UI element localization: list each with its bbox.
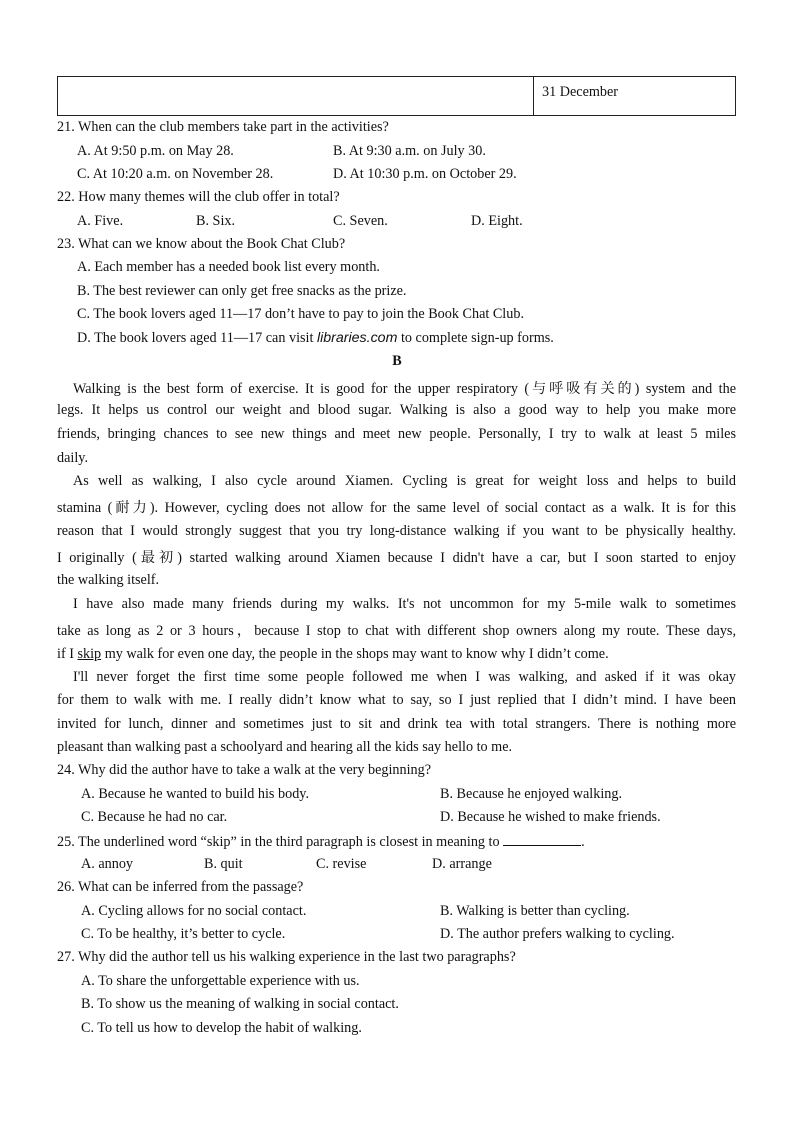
- question-25-period: .: [581, 834, 585, 850]
- passage-p1-line-3: friends, bringing chances to see new things and meet new people. Personally, I try to walk at least 5 miles: [57, 426, 736, 442]
- question-22-option-d: D. Eight.: [471, 213, 523, 229]
- passage-p4-line-4: pleasant than walking past a schoolyard and hearing all the kids say hello to me.: [57, 739, 513, 755]
- question-23-option-d: [77, 330, 554, 347]
- question-27-stem: 27. Why did the author tell us his walking experience in the last two paragraphs?: [57, 949, 516, 965]
- passage-p2-line-5: the walking itself.: [57, 572, 160, 588]
- question-23-option-b: B. The best reviewer can only get free snacks as the prize.: [77, 283, 407, 299]
- underlined-word-skip: skip: [77, 646, 102, 662]
- question-22-option-b: B. Six.: [196, 213, 236, 229]
- question-24-option-b: B. Because he enjoyed walking.: [440, 786, 623, 802]
- question-25-option-d: D. arrange: [432, 856, 492, 872]
- question-23-option-c: C. The book lovers aged 11—17 don’t have to pay to join the Book Chat Club.: [77, 306, 524, 322]
- question-21-stem: 21. When can the club members take part in the activities?: [57, 119, 389, 135]
- question-27-option-b: B. To show us the meaning of walking in social contact.: [81, 996, 399, 1012]
- question-25-option-c: C. revise: [316, 856, 367, 872]
- question-25-text: 25. The underlined word “skip” in the third paragraph is closest in meaning to: [57, 834, 500, 850]
- question-21-option-b: B. At 9:30 a.m. on July 30.: [333, 143, 486, 159]
- question-25-option-b: B. quit: [204, 856, 243, 872]
- question-26-stem: 26. What can be inferred from the passage?: [57, 879, 304, 895]
- question-26-option-d: D. The author prefers walking to cycling.: [440, 926, 675, 942]
- question-22-option-c: C. Seven.: [333, 213, 388, 229]
- question-24-option-c: C. Because he had no car.: [81, 809, 228, 825]
- schedule-table-row: [57, 76, 736, 116]
- section-b-heading: B: [392, 353, 402, 369]
- table-column-divider: [533, 77, 534, 115]
- passage-p1-line-2: legs. It helps us control our weight and blood sugar. Walking is also a good way to help you make more: [57, 402, 736, 418]
- question-21-option-c: C. At 10:20 a.m. on November 28.: [77, 166, 274, 182]
- question-22-stem: 22. How many themes will the club offer in total?: [57, 189, 340, 205]
- question-21-option-a: A. At 9:50 p.m. on May 28.: [77, 143, 234, 159]
- table-cell-date: 31 December: [542, 84, 619, 100]
- question-26-option-a: A. Cycling allows for no social contact.: [81, 903, 307, 919]
- question-23-stem: 23. What can we know about the Book Chat Club?: [57, 236, 346, 252]
- question-22-option-a: A. Five.: [77, 213, 124, 229]
- passage-p2-line-1: As well as walking, I also cycle around Xiamen. Cycling is great for weight loss and helps to build: [73, 473, 736, 489]
- passage-p4-line-1: I'll never forget the first time some people followed me when I was walking, and asked if it was okay: [73, 669, 736, 685]
- question-23-option-a: A. Each member has a needed book list every month.: [77, 259, 380, 275]
- question-25-stem: [57, 833, 585, 851]
- passage-p4-line-3: invited for lunch, dinner and sometimes just to sit and drink tea with total strangers. There is nothing more: [57, 716, 736, 732]
- option-d-text-end: to complete sign-up forms.: [397, 330, 554, 346]
- p3-text-end: my walk for even one day, the people in the shops may want to know why I didn’t come.: [101, 646, 609, 662]
- question-26-option-c: C. To be healthy, it’s better to cycle.: [81, 926, 286, 942]
- question-21-option-d: D. At 10:30 p.m. on October 29.: [333, 166, 517, 182]
- question-24-option-a: A. Because he wanted to build his body.: [81, 786, 310, 802]
- website-name: libraries.com: [316, 330, 398, 346]
- passage-p2-line-2: stamina (耐力). However, cycling does not allow for the same level of social contact as a walk. It is for this: [57, 500, 736, 516]
- question-27-option-c: C. To tell us how to develop the habit of walking.: [81, 1020, 362, 1036]
- passage-p2-line-4: I originally (最初) started walking around Xiamen because I didn't have a car, but I soon started to enjoy: [57, 550, 736, 566]
- passage-p2-line-3: reason that I would strongly suggest that you try long-distance walking if you want to be physically healthy.: [57, 523, 736, 539]
- passage-p4-line-2: for them to walk with me. I really didn’t know what to say, so I just replied that I didn’t mind. I have been: [57, 692, 736, 708]
- passage-p1-line-4: daily.: [57, 450, 88, 466]
- passage-p3-line-3: [57, 646, 736, 663]
- passage-p3-line-2: take as long as 2 or 3 hours，because I stop to chat with different shop owners along my route. These days,: [57, 623, 736, 639]
- question-25-option-a: A. annoy: [81, 856, 134, 872]
- question-26-option-b: B. Walking is better than cycling.: [440, 903, 630, 919]
- answer-blank: [503, 833, 581, 846]
- question-27-option-a: A. To share the unforgettable experience with us.: [81, 973, 360, 989]
- passage-p3-line-1: I have also made many friends during my walks. It's not uncommon for my 5-mile walk to sometimes: [73, 596, 736, 612]
- question-24-stem: 24. Why did the author have to take a walk at the very beginning?: [57, 762, 432, 778]
- option-d-text-start: D. The book lovers aged 11—17 can visit: [77, 330, 317, 346]
- passage-p1-line-1: Walking is the best form of exercise. It is good for the upper respiratory (与呼吸有关的) system and the: [73, 381, 736, 397]
- question-24-option-d: D. Because he wished to make friends.: [440, 809, 661, 825]
- p3-text-start: if I: [57, 646, 78, 662]
